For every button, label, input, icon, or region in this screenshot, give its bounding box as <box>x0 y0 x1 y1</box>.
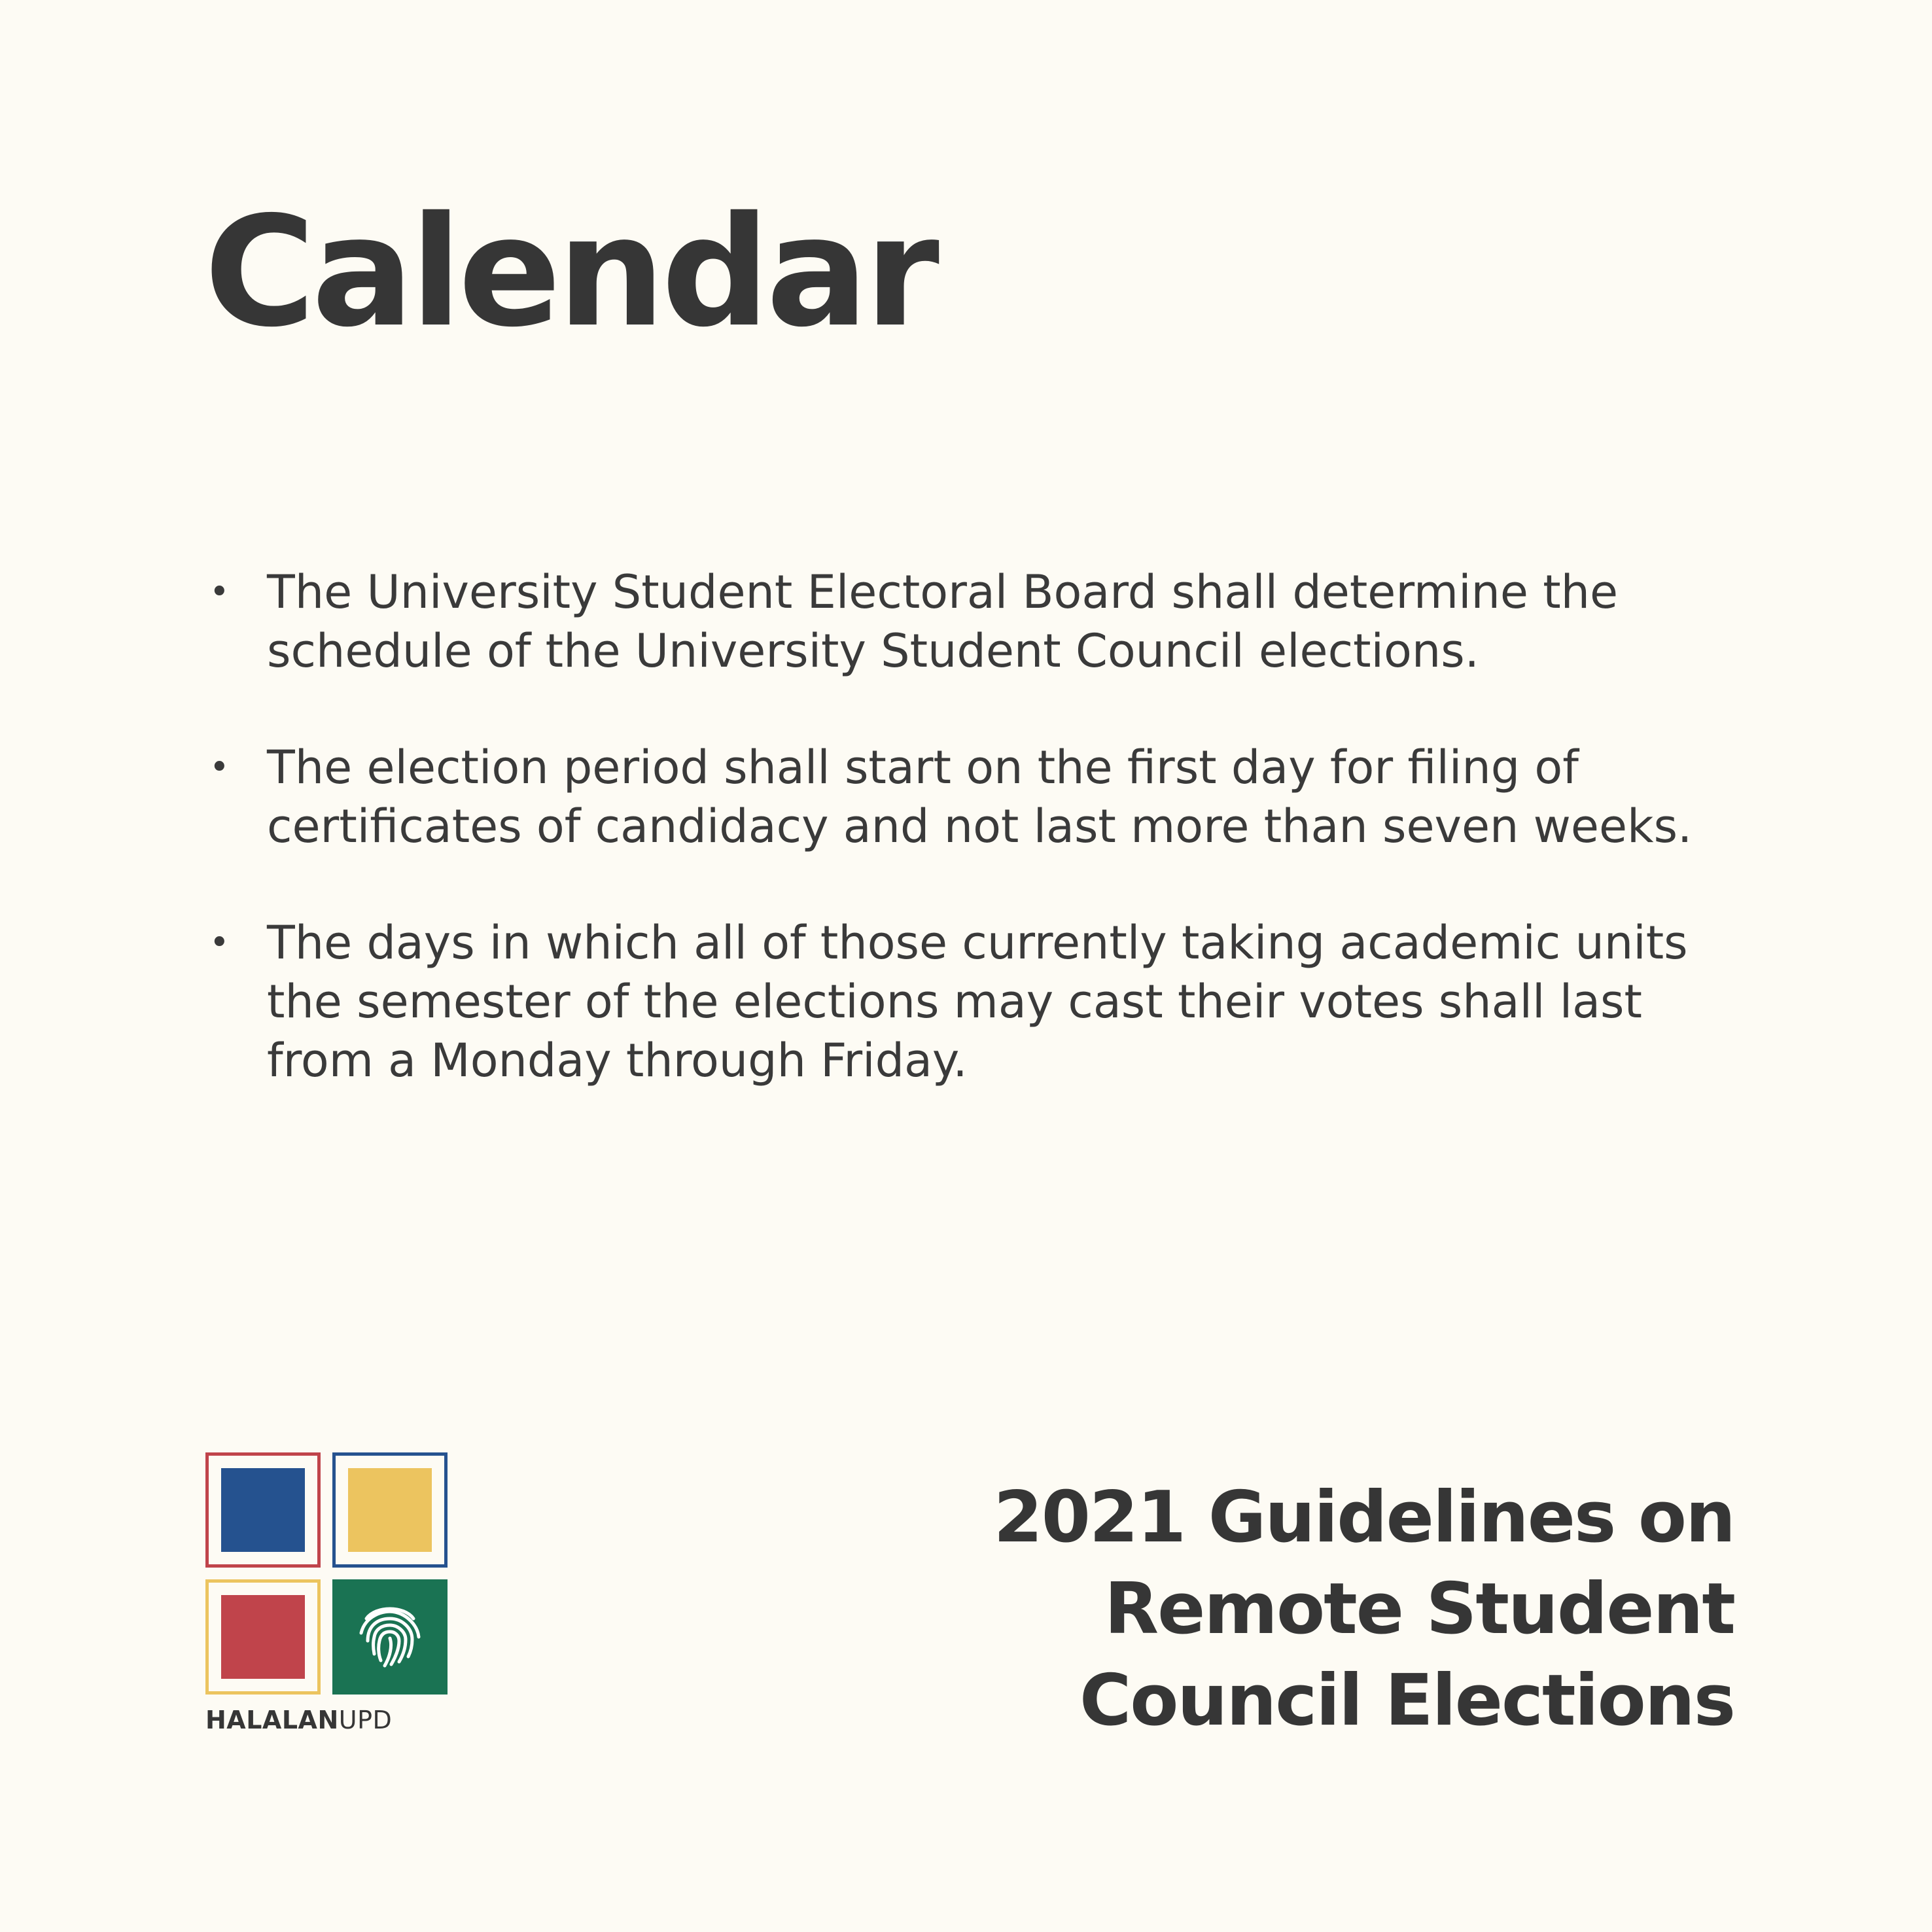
bullet-marker: • <box>209 923 230 962</box>
list-item <box>204 738 1722 856</box>
halalan-logo <box>205 1452 449 1734</box>
bullet-marker: • <box>209 748 230 787</box>
page-title: Calendar <box>204 184 936 360</box>
logo-square-yellow <box>332 1452 448 1568</box>
footer-title-line: 2021 Guidelines on <box>993 1477 1734 1558</box>
bullet-list <box>204 563 1722 1148</box>
logo-square-blue <box>205 1452 321 1568</box>
bullet-text: The University Student Electoral Board shall determine the schedule of the University Student Council elections. <box>267 565 1619 678</box>
logo-wordmark-light: UPD <box>338 1706 393 1734</box>
logo-square-green <box>332 1579 448 1695</box>
logo-square-red <box>205 1579 321 1695</box>
bullet-marker: • <box>209 572 230 612</box>
fingerprint-icon <box>352 1599 428 1675</box>
bullet-text: The days in which all of those currently taking academic units the semester of the elections may cast their votes shall last from a Monday through Friday. <box>267 916 1688 1087</box>
logo-wordmark <box>205 1706 449 1734</box>
list-item <box>204 913 1722 1090</box>
footer-title-line: Council Elections <box>1080 1660 1734 1742</box>
bullet-text: The election period shall start on the first day for filing of certificates of candidacy and not last more than seven weeks. <box>267 741 1693 853</box>
list-item <box>204 563 1722 680</box>
footer-title-line: Remote Student <box>1104 1568 1734 1650</box>
logo-wordmark-bold: HALALAN <box>205 1706 339 1734</box>
footer-title <box>994 1472 1734 1747</box>
